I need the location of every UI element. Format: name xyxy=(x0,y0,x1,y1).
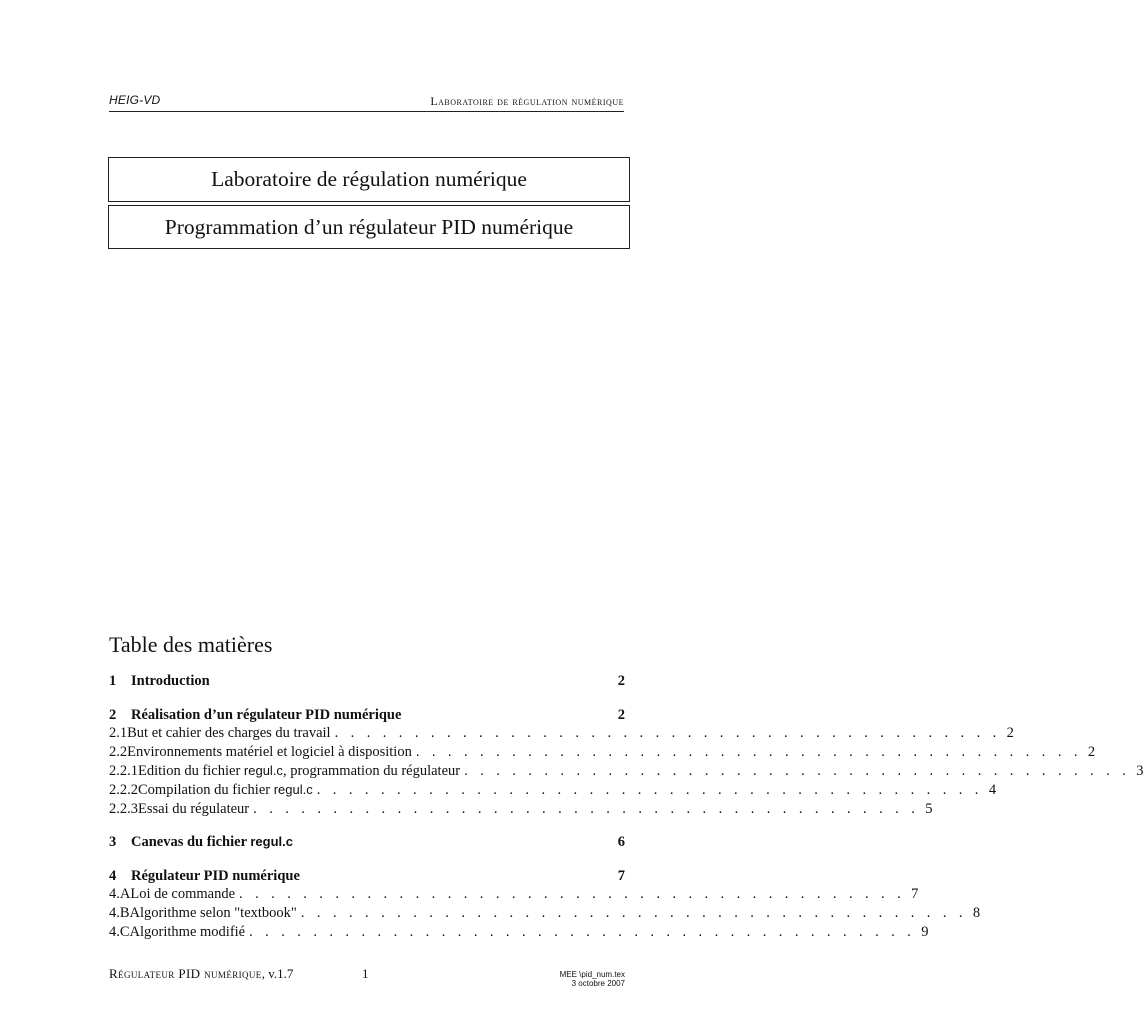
toc-entry[interactable] xyxy=(109,782,997,800)
toc-number: 3 xyxy=(109,834,117,850)
footer-filename: MEE \pid_num.tex xyxy=(559,970,625,979)
toc-page: 8 xyxy=(972,905,981,921)
toc-number: 2.2.3 xyxy=(109,801,138,817)
code-filename: regul.c xyxy=(243,763,283,778)
toc-leader-dots: . . . . . . . . . . . . . . . . . . . . . . . . . . . . . . . . . . . . . . . . . . xyxy=(253,801,920,817)
toc-title: Loi de commande xyxy=(130,886,236,902)
toc-title: Canevas du fichier regul.c xyxy=(131,834,293,850)
toc-leader-dots: . . . . . . . . . . . . . . . . . . . . . . . . . . . . . . . . . . . . . . . . . . xyxy=(334,725,1001,741)
toc-number: 2.1 xyxy=(109,725,128,741)
footer-title-text: Régulateur PID numérique xyxy=(109,966,262,981)
toc-entry[interactable] xyxy=(109,744,1096,762)
toc-entry[interactable] xyxy=(109,868,625,886)
toc-title: Algorithme selon "textbook" xyxy=(129,905,297,921)
toc-entry[interactable] xyxy=(109,673,625,691)
toc-entry[interactable] xyxy=(109,763,1143,781)
toc-entry[interactable] xyxy=(109,905,981,923)
document-subtitle: Programmation d’un régulateur PID numérique xyxy=(164,214,574,239)
toc-leader-dots: . . . . . . . . . . . . . . . . . . . . . . . . . . . . . . . . . . . . . . . . . . xyxy=(249,924,916,940)
toc-leader-dots: . . . . . . . . . . . . . . . . . . . . . . . . . . . . . . . . . . . . . . . . . . xyxy=(415,744,1082,760)
toc-number: 2.2.1 xyxy=(109,763,138,779)
toc-title: Essai du régulateur xyxy=(138,801,250,817)
footer-version: , v.1.7 xyxy=(261,966,294,981)
toc-number: 2 xyxy=(109,707,117,723)
toc-title: Introduction xyxy=(131,673,210,689)
header-course-title: Laboratoire de régulation numérique xyxy=(430,94,624,108)
toc-page: 6 xyxy=(617,834,625,850)
toc-entry[interactable] xyxy=(109,801,933,819)
footer-document-title xyxy=(109,966,293,982)
toc-entry[interactable] xyxy=(109,707,625,725)
footer-date: 3 octobre 2007 xyxy=(571,979,625,988)
toc-title: Compilation du fichier regul.c xyxy=(138,782,313,798)
toc-page: 5 xyxy=(925,801,933,817)
toc-title: Réalisation d’un régulateur PID numérique xyxy=(131,707,402,723)
toc-leader-dots: . . . . . . . . . . . . . . . . . . . . . . . . . . . . . . . . . . . . . . . . . . xyxy=(316,782,983,798)
toc-page: 7 xyxy=(911,886,919,902)
toc-number: 4.C xyxy=(109,924,130,940)
toc-title: Edition du fichier regul.c, programmation du régulateur xyxy=(138,763,461,779)
toc-entry[interactable] xyxy=(109,924,929,942)
toc-entry[interactable] xyxy=(109,886,919,904)
footer-file-info xyxy=(560,970,625,988)
toc-page: 2 xyxy=(1006,725,1014,741)
toc-number: 4.B xyxy=(109,905,130,921)
page-number: 1 xyxy=(362,966,369,981)
toc-page: 4 xyxy=(988,782,997,798)
toc-leader-dots: . . . . . . . . . . . . . . . . . . . . . . . . . . . . . . . . . . . . . . . . . . xyxy=(239,886,906,902)
toc-number: 4.A xyxy=(109,886,131,902)
toc-page: 9 xyxy=(921,924,929,940)
toc-number: 4 xyxy=(109,868,117,884)
toc-number: 2.2.2 xyxy=(109,782,138,798)
toc-title: But et cahier des charges du travail xyxy=(127,725,331,741)
header-institution: HEIG-VD xyxy=(109,93,161,107)
toc-number: 1 xyxy=(109,673,117,689)
toc-page: 7 xyxy=(617,868,625,884)
toc-leader-dots: . . . . . . . . . . . . . . . . . . . . . . . . . . . . . . . . . . . . . . . . . . xyxy=(464,763,1131,779)
header-rule xyxy=(109,111,624,112)
title-box-lab xyxy=(108,157,630,202)
toc-page: 2 xyxy=(1087,744,1096,760)
toc-page: 2 xyxy=(617,707,625,723)
toc-heading: Table des matières xyxy=(109,632,273,657)
toc-leader-dots: . . . . . . . . . . . . . . . . . . . . . . . . . . . . . . . . . . . . . . . . . . xyxy=(300,905,967,921)
toc-title: Environnements matériel et logiciel à disposition xyxy=(127,744,412,760)
toc-page: 3 xyxy=(1136,763,1143,779)
title-box-subject xyxy=(108,205,630,249)
code-filename: regul.c xyxy=(250,834,293,849)
toc-title: Algorithme modifié xyxy=(129,924,246,940)
document-title: Laboratoire de régulation numérique xyxy=(211,167,527,191)
toc-title: Régulateur PID numérique xyxy=(131,868,300,884)
toc-entry[interactable] xyxy=(109,725,1014,743)
toc-page: 2 xyxy=(617,673,625,689)
code-filename: regul.c xyxy=(273,782,313,797)
toc-number: 2.2 xyxy=(109,744,128,760)
toc-entry[interactable] xyxy=(109,834,625,852)
